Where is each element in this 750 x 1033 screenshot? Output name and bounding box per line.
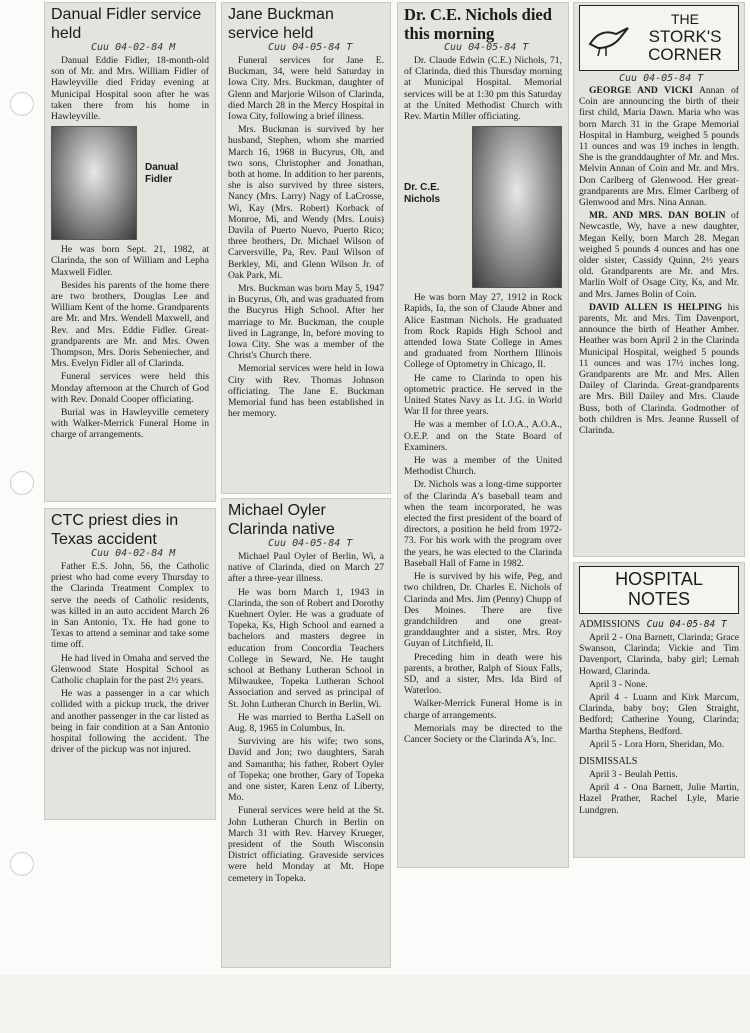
- fidler-photo: [51, 126, 137, 240]
- nichols-paragraph: Dr. Claude Edwin (C.E.) Nichols, 71, of Clarinda, died this Thursday morning at Municipal Hospital. Memorial services will be at 1:30 pm this Saturday at the United Methodist Church with Rev. Martin Miller officiating.: [404, 55, 562, 123]
- hospital-notes-clipping: [573, 562, 745, 858]
- storks-corner-clipping: [573, 2, 745, 557]
- buckman-paragraph: Mrs. Buckman was born May 5, 1947 in Bucyrus, Oh, and was graduated from the Bucyrus High School. After her marriage to Mr. Buckman, the couple lived in Lagrange, In, before moving to Iowa City. She was a member of the Christ's Church there.: [228, 283, 384, 362]
- oyler-headline: Michael Oyler Clarinda native: [228, 502, 335, 538]
- buckman-handwritten-date: Cuu 04-05-84 T: [268, 42, 353, 53]
- fidler-caption: Fidler: [145, 174, 173, 186]
- nichols-paragraph: He was a member of I.O.A., A.O.A., O.E.P. and on the State Board of Examiners.: [404, 419, 562, 453]
- nichols-caption: Nichols: [404, 194, 441, 206]
- nichols-paragraph: Walker-Merrick Funeral Home is in charge of arrangements.: [404, 698, 562, 721]
- hospital-handwritten-date: Cuu 04-05-84 T: [646, 619, 727, 630]
- nichols-paragraph: He is survived by his wife, Peg, and two children, Dr. Charles E. Nichols of Clarinda and Mrs. Jim (Penny) Chupp of Des Moines. There are five grandchildren and one great-granddaughter and a sister, Mrs. Roy Guyan of Litchfield, Il.: [404, 571, 562, 650]
- nichols-clipping: [397, 2, 569, 868]
- storks-corner-banner: [579, 5, 739, 71]
- oyler-handwritten-date: Cuu 04-05-84 T: [268, 538, 353, 549]
- storks-handwritten-date: Cuu 04-05-84 T: [619, 73, 704, 84]
- nichols-caption: Dr. C.E.: [404, 182, 440, 194]
- nichols-paragraph: Dr. Nichols was a long-time supporter of the Clarinda A's baseball team and when the team incorporated, he was elected the first president of the board of directors, a position he held from 1972-73. For his work with the program over the years, he was elected to the Clarinda Baseball Hall of Fame in 1982.: [404, 479, 562, 569]
- fidler-paragraph: Funeral services were held this Monday afternoon at the Church of God with Rev. Donald Cooper officiating.: [51, 371, 209, 405]
- admissions-label: ADMISSIONS: [579, 619, 641, 630]
- storks-title: CORNER: [648, 45, 722, 64]
- punch-hole: [10, 471, 34, 495]
- fidler-handwritten-date: Cuu 04-02-84 M: [91, 42, 176, 53]
- oyler-paragraph: He was married to Bertha LaSell on Aug. 8, 1965 in Columbus, In.: [228, 711, 384, 735]
- nichols-headline: Dr. C.E. Nichols died this morning: [404, 5, 552, 43]
- oyler-paragraph: Michael Paul Oyler of Berlin, Wi, a native of Clarinda, died on March 27 after a three-year illness.: [228, 551, 384, 585]
- admission-entry: April 4 - Luann and Kirk Marcum, Clarinda, baby boy; Glen Straight, Bedford; Catherine Young, Clarinda; Martha Stephens, Bedford.: [579, 692, 739, 737]
- oyler-paragraph: Funeral services were held at the St. John Lutheran Church in Berlin on March 31 with Rev. Harvey Krueger, president of the South Wisconsin District officiating. Graveside services were held Monday at Mt. Hope cemetery in Topeka.: [228, 805, 384, 884]
- john-clipping: [44, 508, 216, 820]
- dismissal-entry: April 4 - Ona Barnett, Julie Martin, Hazel Prather, Rachel Lyle, Marie Lundgren.: [579, 782, 739, 816]
- admission-entry: April 3 - None.: [589, 678, 648, 690]
- john-paragraph: He had lived in Omaha and served the Glenwood State Hospital School as Catholic chaplain for the past 2½ years.: [51, 652, 209, 687]
- birth-announcement: Annan of Coin are announcing the birth of their first child, Maria Dawn. Maria who was born March 31 in the Grape Memorial Hospital in Hamburg, weighed 5 pounds 11 ounces and was 19 inches in length. She is the granddaughter of Mr. and Mrs. Melvin Annan of Coin and Mr. and Mrs. Don Carlberg of Glenwood. Her great-grandparents are Mrs. Elmer Carlberg of Glenwood and Mrs. Nina Annan.: [579, 85, 739, 209]
- nichols-handwritten-date: Cuu 04-05-84 T: [444, 42, 529, 53]
- hospital-title: HOSPITAL: [615, 569, 703, 589]
- hospital-title: NOTES: [627, 589, 690, 609]
- hospital-notes-banner: [579, 566, 739, 614]
- birth-lead: GEORGE AND VICKI: [589, 85, 693, 96]
- fidler-caption: Danual: [145, 162, 179, 174]
- oyler-clipping: [221, 498, 391, 968]
- john-handwritten-date: Cuu 04-02-84 M: [91, 548, 176, 559]
- oyler-paragraph: He was born March 1, 1943 in Clarinda, the son of Robert and Dorothy Kuehnert Oyler. He was a graduate of Topeka, Ks, High School and earned a bachelors and masters degree in education from Concordia Teachers College in Seward, Ne. He taught school at Bethany Lutheran School in Milwaukee, Topeka Lutheran School Association and served as principal of St. John Lutheran Church in Berlin, Wi.: [228, 586, 384, 710]
- nichols-paragraph: He came to Clarinda to open his optometric practice. He served in the United States Navy as Lt. J.G. in World War II for three years.: [404, 372, 562, 418]
- stork-icon: [586, 18, 632, 58]
- oyler-paragraph: Surviving are his wife; two sons, David and Jon; two daughters, Sarah and Samantha; his father, Robert Oyler of Topeka; one brother, Gary of Topeka and one sister, Karen Lenz of Liberty, Mo.: [228, 736, 384, 804]
- fidler-paragraph: Besides his parents of the home there are two brothers, Douglas Lee and William Kent of the home. Grandparents are Mr. and Mrs. Wendell Maxwell, and Rev. and Mrs. Eddie Fidler. Great-grandparents are Mr. and Mrs. Owen Thompson, Mrs. Doris Sebeniecher, and Mrs. Evelyn Fidler all of Clarinda.: [51, 279, 209, 370]
- dismissal-entry: April 3 - Beulah Pettis.: [589, 769, 678, 781]
- storks-title: THE: [671, 11, 699, 27]
- fidler-paragraph: Burial was in Hawleyville cemetery with Walker-Merrick Funeral Home in charge of arrangements.: [51, 407, 209, 441]
- john-headline: CTC priest dies in Texas accident: [51, 512, 179, 548]
- birth-lead: DAVID ALLEN IS HELPING: [589, 301, 723, 313]
- john-paragraph: Father E.S. John, 56, the Catholic priest who had come every Thursday to the Clarinda Treatment Complex to serve the needs of Catholic residents, was killed in an auto accident March 26 in San Antonio, Tx. He had gone to Texas to attend a seminar and take some time off.: [51, 561, 209, 651]
- birth-announcement: his parents, Mr. and Mrs. Tim Davenport, announce the birth of Heather Amber. Heather was born April 2 in the Clarinda Municipal Hospital, weighed 5 pounds 11 ounces and was 17½ inches long. Grandparents are Mr. and Mrs. Allen Dailey of Clarinda. Great-grandparents are Mrs. Bill Dailey and Mrs. Claude Buss, both of Clarinda. Godmother of both children is Mrs. Jeanne Russell of Clarinda.: [579, 301, 739, 437]
- birth-announcement: of Newcastle, Wy, have a new daughter, Megan Kelly, born March 28. Megan weighed 5 pounds 4 ounces and has one older sister, Cassidy Quinn, 2½ years old. Grandparents are Mr. and Mrs. Marlin Wolf of Osage City, Ks, and Mr. and Mrs. James Bolin of Coin.: [579, 210, 739, 300]
- punch-hole: [10, 92, 34, 116]
- buckman-paragraph: Funeral services for Jane E. Buckman, 34, were held Saturday in Iowa City. Mrs. Buckman, daughter of Glenn and Marjorie Wilson of Clarinda, died March 28 in the Mercy Hospital in Iowa City, following a brief illness.: [228, 55, 384, 123]
- john-paragraph: He was a passenger in a car which collided with a pickup truck, the driver and another passenger in the car listed as being in fair condition at a San Antonio hospital following the accident. The driver of the pickup was not injured.: [51, 688, 209, 756]
- nichols-paragraph: Preceding him in death were his parents, a brother, Ralph of Sioux Falls, SD, and a sister, Mrs. Ida Bird of Waterloo.: [404, 651, 562, 697]
- birth-lead: MR. AND MRS. DAN BOLIN: [589, 210, 726, 222]
- nichols-paragraph: He was born May 27, 1912 in Rock Rapids, Ia, the son of Claude Abner and Alice Eastman Nichols. He graduated from Rock Rapids High School and attended Iowa State College in Ames and graduated from Northern Illinois College of Optometry in Chicago, Il.: [404, 292, 562, 371]
- punch-hole: [10, 852, 34, 876]
- nichols-photo: [472, 126, 562, 288]
- fidler-paragraph: Danual Eddie Fidler, 18-month-old son of Mr. and Mrs. William Fidler of Hawleyville died Friday evening at Municipal Hospital soon after he was taken there from his home in Hawleyville.: [51, 55, 209, 123]
- nichols-paragraph: He was a member of the United Methodist Church.: [404, 455, 562, 478]
- buckman-clipping: [221, 2, 391, 494]
- fidler-clipping: [44, 2, 216, 502]
- buckman-paragraph: Mrs. Buckman is survived by her husband, Stephen, whom she married March 16, 1968 in Bucyrus, Oh, and two sons, Christopher and Jonathan, both at home. In addition to her parents, she is also survived by three sisters, Nancy (Mrs. Larry) Nagy of LaCrosse, Wi, Kay (Mrs. Robert) Korback of Monroe, Mi, and Wendy (Mrs. Louis) Davila of Puerto Nuevo, Puerto Rico; three brothers, Dr. Michael Wilson of Carversville, Pa, Rev. Paul Wilson of Berkley, Mi, and Glenn Wilson Jr. of Oak Park, Mi.: [228, 124, 384, 281]
- buckman-headline: Jane Buckman service held: [228, 6, 334, 42]
- nichols-paragraph: Memorials may be directed to the Cancer Society or the Clarinda A's, Inc.: [404, 722, 562, 745]
- admission-entry: April 2 - Ona Barnett, Clarinda; Grace Swanson, Clarinda; Vickie and Tim Davenport, Clarinda, baby girl; Lemah Howard, Clarinda.: [579, 632, 739, 677]
- fidler-headline: Danual Fidler service held: [51, 6, 202, 42]
- fidler-paragraph: He was born Sept. 21, 1982, at Clarinda, the son of William and Lepha Maxwell Fidler.: [51, 244, 209, 278]
- storks-title: STORK'S: [648, 27, 722, 46]
- dismissals-label: DISMISSALS: [579, 756, 638, 768]
- buckman-paragraph: Memorial services were held in Iowa City with Rev. Thomas Johnson officiating. The Jane E. Buckman Memorial fund has been established in her memory.: [228, 363, 384, 420]
- admission-entry: April 5 - Lora Horn, Sheridan, Mo.: [589, 738, 725, 750]
